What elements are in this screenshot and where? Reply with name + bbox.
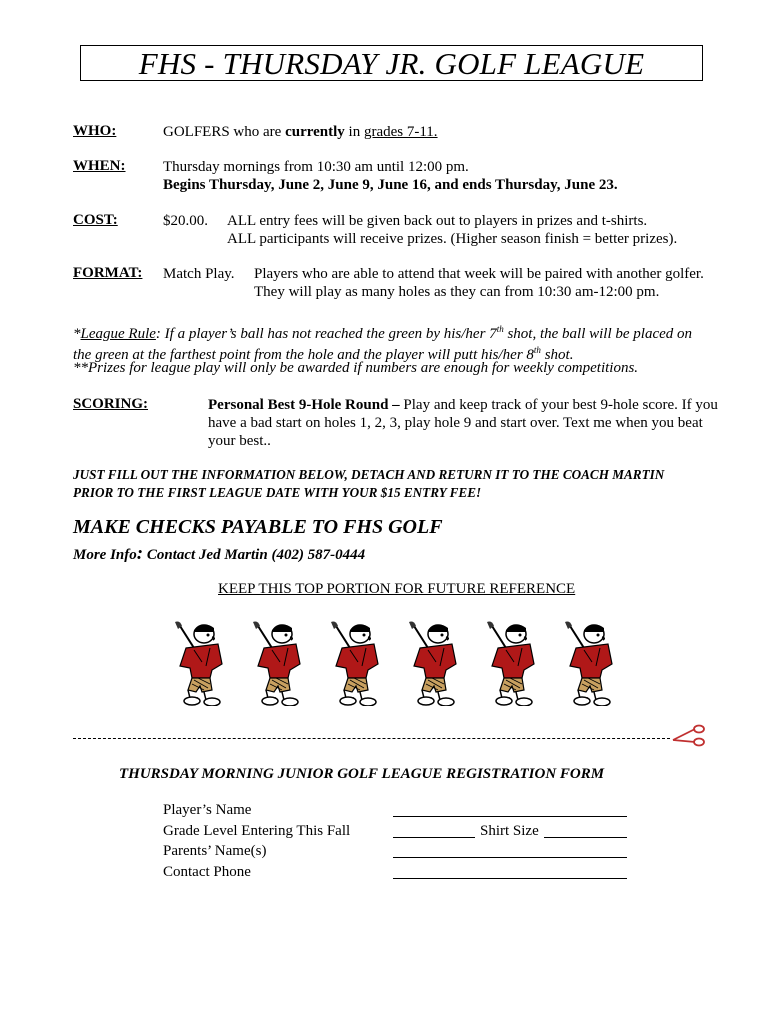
rule-text2a: the green at the farthest point from the hole and the player will putt his/her 8 bbox=[73, 347, 534, 363]
rule-text2b: shot. bbox=[540, 347, 574, 363]
format-line1: Players who are able to attend that week will be paired with another golfer. bbox=[254, 266, 704, 282]
cut-line bbox=[73, 738, 670, 739]
more-info-text: Contact Jed Martin (402) 587-0444 bbox=[143, 547, 366, 563]
who-text bbox=[163, 123, 438, 141]
checks-payable: MAKE CHECKS PAYABLE TO FHS GOLF bbox=[73, 516, 443, 538]
who-mid: in bbox=[344, 124, 364, 140]
golfer-illustration bbox=[328, 620, 388, 706]
golfer-illustration bbox=[250, 620, 310, 706]
rule-sup2: th bbox=[533, 345, 541, 355]
form-title: THURSDAY MORNING JUNIOR GOLF LEAGUE REGISTRATION FORM bbox=[119, 766, 605, 782]
golfer-illustration bbox=[406, 620, 466, 706]
rule-text1b: shot, the ball will be placed on bbox=[503, 326, 693, 342]
when-label: WHEN: bbox=[73, 158, 126, 174]
more-info-label: More Info bbox=[73, 547, 137, 563]
page-title: FHS - THURSDAY JR. GOLF LEAGUE bbox=[80, 45, 703, 81]
when-line1: Thursday mornings from 10:30 am until 12:00 pm. bbox=[163, 159, 469, 175]
format-label: FORMAT: bbox=[73, 265, 143, 281]
format-line2: They will play as many holes as they can from 10:30 am-12:00 pm. bbox=[254, 284, 660, 300]
rule-prefix: * bbox=[73, 326, 81, 342]
instructions-line2: PRIOR TO THE FIRST LEAGUE DATE WITH YOUR $15 ENTRY FEE! bbox=[73, 485, 482, 500]
scoring-text1: Play and keep track of your best 9-hole score. If you bbox=[399, 397, 718, 413]
cost-amount: $20.00. bbox=[163, 213, 208, 229]
more-info bbox=[73, 545, 365, 564]
when-line2: Begins Thursday, June 2, June 9, June 16, and ends Thursday, June 23. bbox=[163, 177, 618, 193]
shirt-size-label: Shirt Size bbox=[480, 823, 539, 839]
who-pre: GOLFERS who are bbox=[163, 124, 286, 140]
field-label-player-name: Player’s Name bbox=[163, 802, 252, 818]
rule-sup1: th bbox=[496, 324, 504, 334]
field-label-grade-level: Grade Level Entering This Fall bbox=[163, 823, 351, 839]
golfer-illustration bbox=[484, 620, 544, 706]
scoring-label: SCORING: bbox=[73, 396, 149, 412]
player-name-field[interactable] bbox=[393, 815, 627, 817]
golfer-illustration bbox=[172, 620, 232, 706]
who-bold: currently bbox=[285, 124, 345, 140]
scoring-line3: your best.. bbox=[208, 433, 271, 449]
scoring-bold: Personal Best 9-Hole Round – bbox=[208, 397, 400, 413]
shirt-size-field[interactable] bbox=[544, 836, 627, 838]
scoring-line1 bbox=[208, 396, 718, 414]
rule-label: League Rule bbox=[80, 326, 156, 342]
golfer-illustration bbox=[562, 620, 622, 706]
parents-names-field[interactable] bbox=[393, 856, 627, 858]
field-label-parents-names: Parents’ Name(s) bbox=[163, 843, 267, 859]
cost-line1: ALL entry fees will be given back out to players in prizes and t-shirts. bbox=[227, 213, 648, 229]
prizes-note: **Prizes for league play will only be awarded if numbers are enough for weekly competitions. bbox=[73, 360, 639, 376]
cost-label: COST: bbox=[73, 212, 118, 228]
grade-level-field[interactable] bbox=[393, 836, 475, 838]
more-info-colon: : bbox=[136, 543, 144, 564]
field-label-contact-phone: Contact Phone bbox=[163, 864, 251, 880]
instructions-line1: JUST FILL OUT THE INFORMATION BELOW, DETACH AND RETURN IT TO THE COACH MARTIN bbox=[73, 467, 665, 482]
keep-note: KEEP THIS TOP PORTION FOR FUTURE REFERENCE bbox=[218, 581, 576, 597]
contact-phone-field[interactable] bbox=[393, 877, 627, 879]
scissors-icon[interactable] bbox=[671, 724, 707, 748]
scoring-line2: have a bad start on holes 1, 2, 3, play hole 9 and start over. Text me when you beat bbox=[208, 415, 703, 431]
cost-line2: ALL participants will receive prizes. (Higher season finish = better prizes). bbox=[227, 231, 678, 247]
who-grades: grades 7-11. bbox=[363, 124, 438, 140]
who-label: WHO: bbox=[73, 123, 117, 139]
rule-text1a: : If a player’s ball has not reached the green by his/her 7 bbox=[155, 326, 497, 342]
format-type: Match Play. bbox=[163, 266, 235, 282]
